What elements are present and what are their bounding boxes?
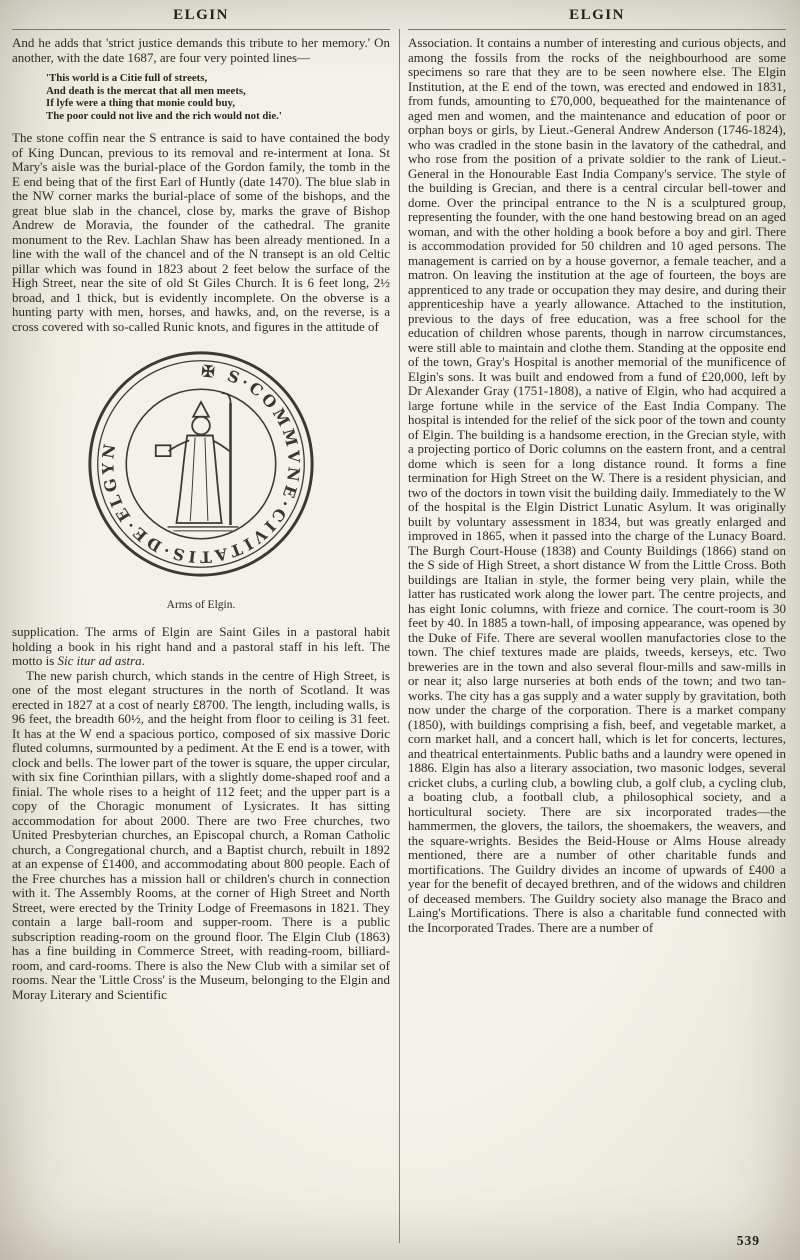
paragraph-association: Association. It contains a number of interesting and curious objects, and among the fossils from the rocks of the neighbourhood are some specimens so rare that they are to be seen nowhere else. The Elgin Institution, at the E end of the town, was erected and endowed in 1831, from funds, amounting to £70,000, bequeathed for the maintenance of aged men and women, and the maintenance and education of poor or orphan boys or girls, by Lieut.-General Andrew Anderson (1746-1824), who was cradled in the stone basin in the lavatory of the cathedral, and who rose from the position of a private soldier to the rank of Lieut.-General in the Honourable East India Company's service. The style of the building is Grecian, and there is a central circular bell-tower and dome. Over the principal entrance to the N is a sculptured group, representing the founder, with the one hand bestowing bread on an aged woman, and with the other holding a book before a boy and girl. There is accommodation provided for 50 children and 10 aged persons. The management is carried on by a house governor, a female teacher, and a matron. On leaving the institution at the age of fourteen, the boys are apprenticed to any trade or occupation they may desire, and during their apprenticeship have a yearly allowance. Attached to the institution, previous to the days of free education, was a free school for the education of children whose parents, though in narrow circumstances, were still able to maintain and clothe them. Standing at the opposite end of the town, Gray's Hospital is another memorial of the munificence of Elgin's sons. It was built and endowed from a fund of £20,000, left by Dr Alexander Gray (1751-1808), a native of Elgin, who had acquired a large fortune while in the service of the East India Company. The hospital is intended for the relief of the sick poor of the town and county of Elgin. The building is a handsome erection, in the Grecian style, with a projecting portico of Doric columns on the eastern front, and a central dome which is seen for a long distance round. It forms a fine termination for High Street on the W. There is a resident physician, and two of the doctors in town visit the building daily. Immediately to the W of the hospital is the Elgin District Lunatic Asylum. It was originally built by voluntary assessment in 1834, but was greatly enlarged and improved in 1865, when it passed into the charge of the Lunacy Board. The Burgh Court-House (1838) and County Buildings (1866) stand on the S side of High Street, a short distance W from the Little Cross. Both buildings are Italian in style, the former being very plain, while the latter has rusticated work along the lower part. The centre projects, and has eight Ionic columns, with frieze and cornice. The court-room is 30 feet by 40. In 1885 a town-hall, of imposing appearance, was opened by the Duke of Fife. There are several woollen manufactories close to the town. The chief textures made are plaids, tweeds, kerseys, etc. Two breweries are in the town and also several flour-mills and saw-mills in or near it; also large nurseries at both ends of the town; and two tan-works. The city has a gas supply and a water supply by gravitation, both now under the charge of the corporation. There is a market company (1850), with buildings comprising a fish, beef, and vegetable market, a corn market hall, and a concert hall, which is let for concerts, lectures, and theatrical entertainments. Public baths and a laundry were opened in 1886. Elgin has also a literary association, two masonic lodges, several cricket clubs, a curling club, a bowling club, a golf club, a cycling club, a boating club, a football club, a philosophical society, and a horticultural society. There are six incorporated trades—the hammermen, the glovers, the tailors, the shoemakers, the weavers, and the square-wrights. Besides the Beid-House or Alms House already mentioned, there are a number of other charitable funds and mortifications. The Guildry divides an income of upwards of £400 a year for the benefit of decayed brethren, and of the widows and children of deceased members. The Guildry society also manage the Braco and Laing's Mortifications. There is also a charitable fund connected with the Incorporated Trades. There are a number of bbox=[408, 35, 786, 935]
paragraph-intro: And he adds that 'strict justice demands this tribute to her memory.' On another, with the date 1687, are four very pointed lines— bbox=[12, 35, 390, 65]
left-column bbox=[12, 36, 390, 1002]
paragraph-supplication bbox=[12, 625, 390, 669]
poem-line: If lyfe were a thing that monie could buy, bbox=[46, 97, 236, 110]
right-column bbox=[408, 36, 786, 935]
seal-outer-ring bbox=[90, 353, 312, 575]
poem-block bbox=[46, 72, 390, 122]
column-divider bbox=[399, 29, 400, 1243]
running-head-left: ELGIN bbox=[173, 7, 229, 23]
elgin-seal-image bbox=[83, 346, 319, 582]
running-head-right: ELGIN bbox=[569, 7, 625, 23]
poem-line: 'This world is a Citie full of streets, bbox=[46, 72, 208, 84]
paragraph-stone-coffin: The stone coffin near the S entrance is said to have contained the body of King Duncan, previous to its removal and re-interment at Iona. St Mary's aisle was the burial-place of the Gordon family, the tomb in the E end being that of the first Earl of Huntly (date 1470). The blue slab in the NW corner marks the burial-place of some of the bishops, and the great blue slab in the chancel, close by, marks the grave of Bishop Andrew de Moravia, the founder of the cathedral. The granite monument to the Rev. Lachlan Shaw has been already mentioned. In a line with the wall of the chancel and of the N transept is an old Celtic pillar which was found in 1823 about 2 feet below the surface of the High Street, near the site of old St Giles Church. It is 6 feet long, 2½ broad, and 1 thick, but is evidently incomplete. On the obverse is a hunting party with men, horses, and hawks, and, on the reverse, is a cross covered with so-called Runic knots, and figures in the attitude of bbox=[12, 130, 390, 334]
supplication-text: supplication. The arms of Elgin are Saint Giles in a pastoral habit holding a book in his right hand and a pastoral staff in his left. The motto is bbox=[12, 624, 390, 669]
motto-italic-text: Sic itur ad astra bbox=[57, 653, 142, 669]
paragraph-parish-church: The new parish church, which stands in the centre of High Street, is one of the most elegant structures in the north of Scotland. It was erected in 1827 at a cost of nearly £8700. The length, including walls, is 96 feet, the breadth 60½, and the height from floor to ceiling is 31 feet. It has at the W end a spacious portico, composed of six massive Doric fluted columns, surmounted by a pediment. At the E end is a tower, with clock and bells. The lower part of the tower is square, the upper circular, with six fine Corinthian pillars, with a slightly dome-shaped roof and a finial. The whole rises to a height of 112 feet; and the upper part is a copy of the Choragic monument of Lysicrates. It has sitting accommodation for about 2000. There are two Free churches, two United Presbyterian churches, an Episcopal church, a Roman Catholic church, a Congregational church, and a Baptist church, rebuilt in 1892 at an expense of £1400, and accommodating about 800 people. Each of the Free churches has a mission hall or children's church in connection with it. The Assembly Rooms, at the corner of High Street and North Street, were erected by the Trinity Lodge of Freemasons in 1821. They contain a large ball-room and supper-room. There is a public subscription reading-room on the ground floor. The Elgin Club (1863) has a fine building in Commerce Street, with reading-room, billiard-room, and card-rooms. There is also the New Club with a similar set of rooms. Near the 'Little Cross' is the Museum, belonging to the Elgin and Moray Literary and Scientific bbox=[12, 667, 390, 1002]
head-rule-left bbox=[12, 29, 390, 30]
supplication-tail: . bbox=[141, 653, 145, 669]
page-number: 539 bbox=[736, 1233, 760, 1248]
saint-giles-figure bbox=[156, 393, 239, 531]
arms-of-elgin-figure bbox=[12, 346, 390, 611]
seal-legend-text: ✠ S·COMMVNE·CIVITATIS·DE·ELGYN bbox=[98, 361, 304, 568]
seal-inner-ring bbox=[126, 390, 275, 539]
poem-line: And death is the mercat that all men meets, bbox=[46, 84, 246, 97]
seal-caption: Arms of Elgin. bbox=[166, 599, 236, 612]
head-rule-right bbox=[408, 29, 786, 30]
poem-line: The poor could not live and the rich would not die.' bbox=[46, 109, 282, 122]
